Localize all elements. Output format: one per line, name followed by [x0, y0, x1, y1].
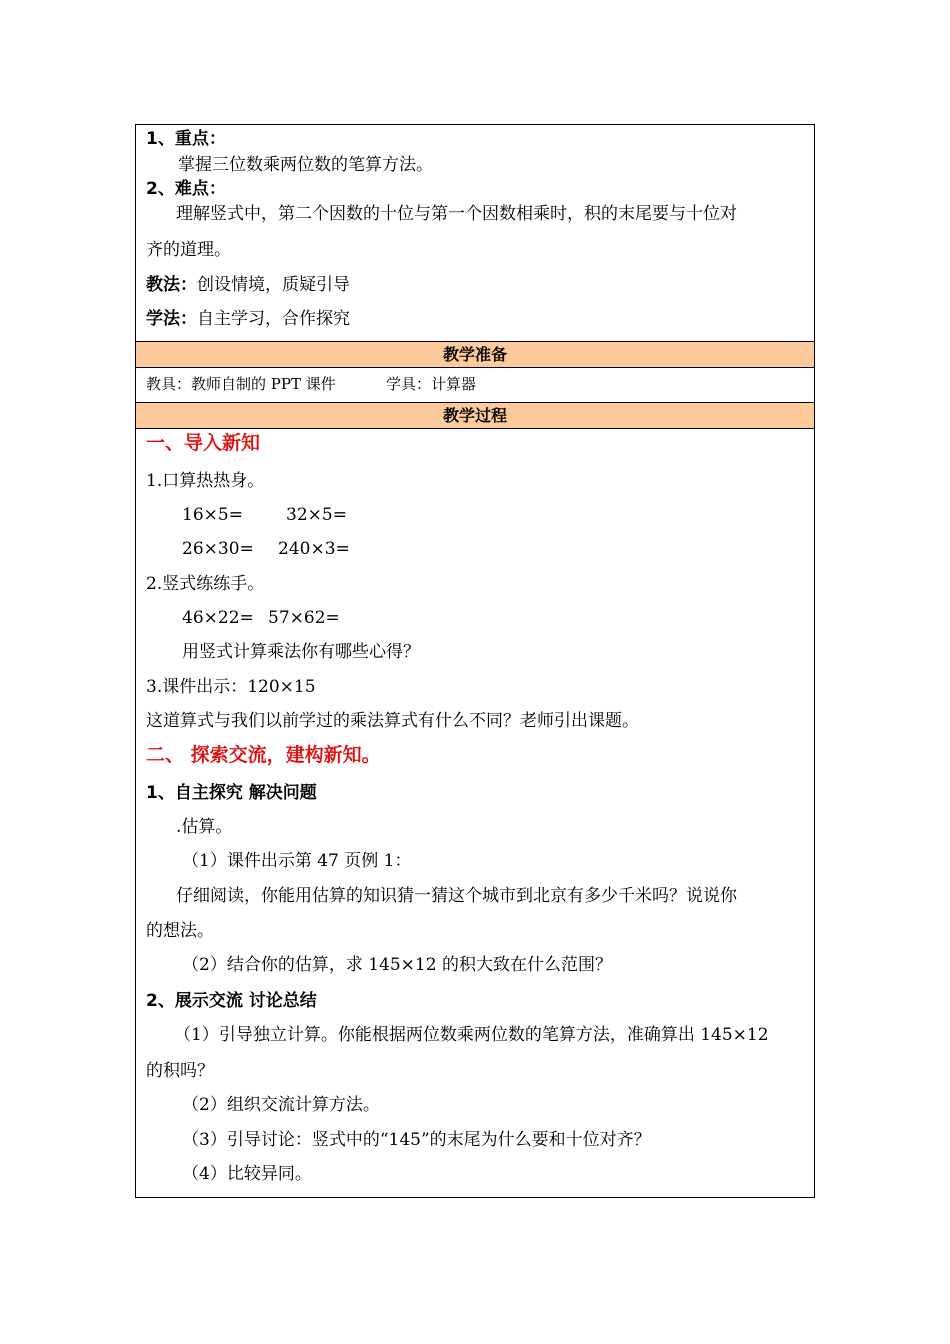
key-points-section [136, 125, 814, 343]
question-insights: 用竖式计算乘法你有哪些心得？ [182, 642, 420, 662]
teaching-method [146, 273, 350, 297]
example-question-2: 的想法。 [146, 921, 214, 941]
lesson-table [135, 124, 815, 1198]
section-heading-1: 一、导入新知 [146, 432, 261, 454]
learning-method [146, 307, 350, 331]
key-point-text: 掌握三位数乘两位数的笔算方法。 [178, 155, 433, 175]
item-oral: 1.口算热热身。 [146, 471, 265, 491]
exercise-1b: 32×5= [286, 505, 347, 525]
learning-method-text: 自主学习，合作探究 [197, 309, 350, 329]
exercise-2b: 240×3= [278, 539, 350, 559]
item-vertical: 2.竖式练练手。 [146, 574, 265, 594]
estimate-label: .估算。 [176, 817, 233, 837]
process-header: 教学过程 [136, 402, 814, 429]
difficulty-text-1: 理解竖式中，第二个因数的十位与第一个因数相乘时，积的末尾要与十位对 [176, 204, 737, 224]
exercise-3a: 46×22= [182, 608, 254, 628]
item-difference: 这道算式与我们以前学过的乘法算式有什么不同？老师引出课题。 [146, 711, 639, 731]
teacher-tools: 教具：教师自制的 PPT 课件 [146, 375, 336, 393]
section-heading-2: 二、 探索交流，建构新知。 [146, 744, 381, 766]
prep-header: 教学准备 [136, 341, 814, 368]
subsection-1-title: 1、自主探究 解决问题 [146, 783, 317, 803]
key-point-label: 1、重点： [146, 129, 226, 149]
independent-calc-1: （1）引导独立计算。你能根据两位数乘两位数的笔算方法，准确算出 145×12 [174, 1025, 769, 1045]
teaching-method-label: 教法： [146, 275, 197, 295]
exchange-methods: （2）组织交流计算方法。 [182, 1095, 380, 1115]
guided-discussion: （3）引导讨论：竖式中的“145”的末尾为什么要和十位对齐？ [182, 1130, 651, 1150]
example-intro: （1）课件出示第 47 页例 1： [182, 851, 412, 871]
example-question-1: 仔细阅读，你能用估算的知识猜一猜这个城市到北京有多少千米吗？说说你 [176, 886, 737, 906]
exercise-1a: 16×5= [182, 505, 243, 525]
exercise-3b: 57×62= [268, 608, 340, 628]
difficulty-label: 2、难点： [146, 179, 226, 199]
estimate-range: （2）结合你的估算，求 145×12 的积大致在什么范围？ [182, 955, 612, 975]
compare: （4）比较异同。 [182, 1164, 312, 1184]
difficulty-text-2: 齐的道理。 [146, 240, 231, 260]
prep-row [136, 368, 814, 402]
exercise-2a: 26×30= [182, 539, 254, 559]
item-courseware: 3.课件出示：120×15 [146, 677, 316, 697]
learning-method-label: 学法： [146, 309, 197, 329]
subsection-2-title: 2、展示交流 讨论总结 [146, 991, 317, 1011]
process-section [136, 429, 814, 1197]
student-tools: 学具：计算器 [386, 375, 477, 393]
independent-calc-2: 的积吗？ [146, 1061, 214, 1081]
teaching-method-text: 创设情境，质疑引导 [197, 275, 350, 295]
